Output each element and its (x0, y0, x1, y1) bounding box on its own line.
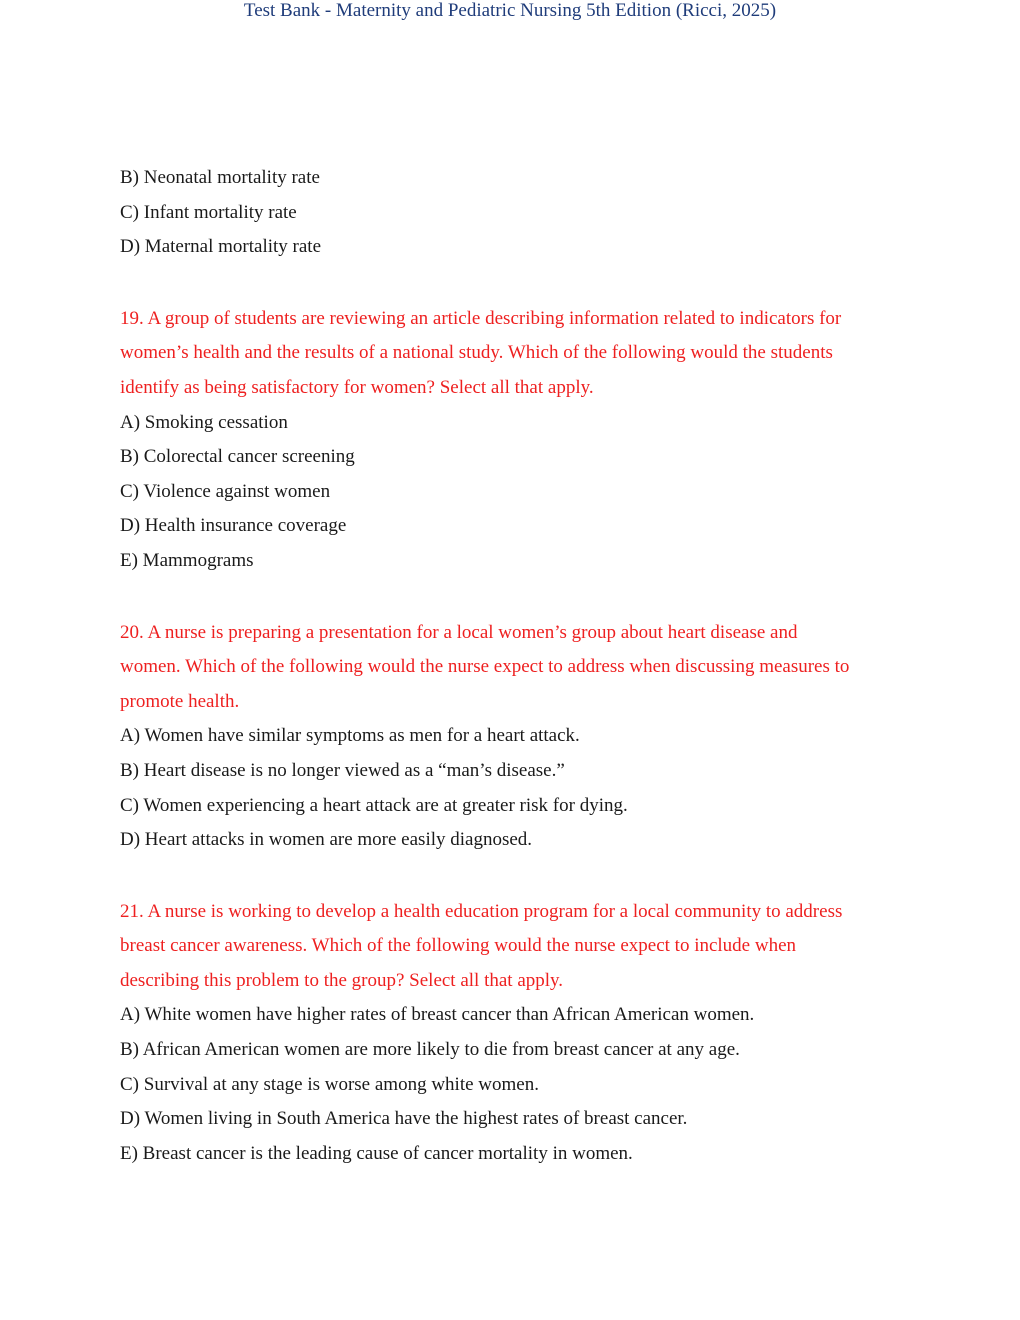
option-a: A) Women have similar symptoms as men for a heart attack. (120, 725, 580, 747)
option-b: B) Colorectal cancer screening (120, 446, 355, 468)
option-d: D) Heart attacks in women are more easily diagnosed. (120, 829, 533, 851)
option-b: B) Heart disease is no longer viewed as a “man’s disease.” (120, 759, 565, 781)
question-21 (120, 895, 910, 1172)
question-stem (120, 895, 910, 999)
page-header-title: Test Bank - Maternity and Pediatric Nursing 5th Edition (Ricci, 2025) (243, 0, 777, 21)
option-b: B) African American women are more likely to die from breast cancer at any age. (120, 1039, 740, 1061)
option-c: C) Survival at any stage is worse among white women. (120, 1073, 539, 1095)
question-stem (120, 302, 910, 406)
question-20 (120, 616, 910, 858)
question-stem-line: women. Which of the following would the nurse expect to address when discussing measures to (120, 656, 850, 678)
option-d: D) Maternal mortality rate (120, 236, 322, 258)
question-stem (120, 616, 910, 720)
option-d: D) Women living in South America have the highest rates of breast cancer. (120, 1108, 688, 1130)
question-stem-line: 21. A nurse is working to develop a health education program for a local community to address (120, 900, 843, 922)
document-body (120, 161, 910, 1171)
answer-options (120, 998, 910, 1171)
option-c: C) Violence against women (120, 480, 331, 502)
option-a: A) Smoking cessation (120, 411, 288, 433)
option-c: C) Women experiencing a heart attack are at greater risk for dying. (120, 794, 628, 816)
option-e: E) Breast cancer is the leading cause of cancer mortality in women. (120, 1142, 633, 1164)
question-stem-line: describing this problem to the group? Select all that apply. (120, 969, 564, 991)
option-a: A) White women have higher rates of breast cancer than African American women. (120, 1004, 755, 1026)
question-stem-line: 19. A group of students are reviewing an article describing information related to indicators for (120, 307, 842, 329)
question-stem-line: identify as being satisfactory for women? Select all that apply. (120, 376, 594, 398)
option-b: B) Neonatal mortality rate (120, 167, 320, 188)
answer-options (120, 406, 910, 579)
question-stem-line: 20. A nurse is preparing a presentation for a local women’s group about heart disease and (120, 621, 798, 643)
question-stem-line: promote health. (120, 690, 240, 712)
question-19 (120, 302, 910, 579)
previous-question-options (120, 161, 910, 265)
option-d: D) Health insurance coverage (120, 515, 347, 537)
option-c: C) Infant mortality rate (120, 201, 297, 223)
option-e: E) Mammograms (120, 549, 254, 571)
question-stem-line: breast cancer awareness. Which of the following would the nurse expect to include when (120, 935, 797, 957)
question-stem-line: women’s health and the results of a national study. Which of the following would the students (120, 342, 833, 364)
answer-options (120, 719, 910, 857)
